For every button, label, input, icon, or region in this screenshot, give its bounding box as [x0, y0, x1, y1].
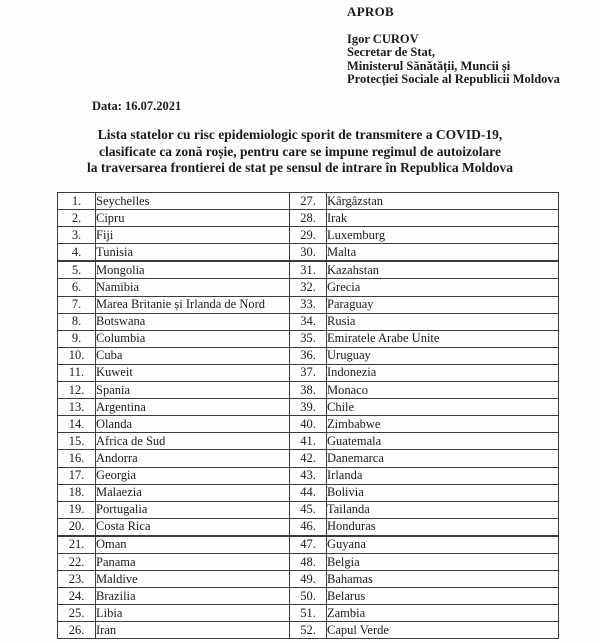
table-row — [58, 193, 559, 210]
country-cell: Bolivia — [327, 484, 559, 501]
row-number-cell: 2. — [58, 210, 96, 227]
row-number-cell: 24. — [58, 588, 96, 605]
country-cell: Kuweit — [96, 364, 290, 381]
country-cell: Oman — [96, 536, 290, 554]
row-number-cell: 31. — [290, 261, 327, 279]
country-cell: Olanda — [96, 416, 290, 433]
table-row — [58, 433, 559, 450]
row-number-cell: 3. — [58, 227, 96, 244]
row-number-cell: 40. — [290, 416, 327, 433]
row-number-cell: 14. — [58, 416, 96, 433]
row-number-cell: 42. — [290, 450, 327, 467]
country-cell: Maldive — [96, 571, 290, 588]
country-cell: Botswana — [96, 313, 290, 330]
row-number-cell: 20. — [58, 518, 96, 536]
row-number-cell: 35. — [290, 330, 327, 347]
row-number-cell: 26. — [58, 622, 96, 639]
row-number-cell: 15. — [58, 433, 96, 450]
row-number-cell: 16. — [58, 450, 96, 467]
country-cell: Portugalia — [96, 501, 290, 518]
country-cell: Zambia — [327, 605, 559, 622]
table-row — [58, 588, 559, 605]
document-date: Data: 16.07.2021 — [92, 99, 182, 113]
table-row — [58, 622, 559, 639]
table-row — [58, 227, 559, 244]
country-cell: Zimbabwe — [327, 416, 559, 433]
country-cell: Monaco — [327, 382, 559, 399]
country-cell: Malta — [327, 244, 559, 262]
table-row — [58, 536, 559, 554]
country-cell: Andorra — [96, 450, 290, 467]
table-row — [58, 347, 559, 364]
table-row — [58, 484, 559, 501]
table-row — [58, 553, 559, 570]
row-number-cell: 50. — [290, 588, 327, 605]
countries-table-body — [58, 193, 559, 639]
row-number-cell: 8. — [58, 313, 96, 330]
row-number-cell: 1. — [58, 193, 96, 210]
row-number-cell: 51. — [290, 605, 327, 622]
row-number-cell: 41. — [290, 433, 327, 450]
row-number-cell: 48. — [290, 553, 327, 570]
country-cell: Luxemburg — [327, 227, 559, 244]
country-cell: Malaezia — [96, 484, 290, 501]
signatory-title-line: Protecției Sociale al Republicii Moldova — [347, 72, 560, 87]
row-number-cell: 5. — [58, 261, 96, 279]
signatory-block — [347, 33, 560, 87]
country-cell: Belarus — [327, 588, 559, 605]
country-cell: Bahamas — [327, 571, 559, 588]
table-row — [58, 382, 559, 399]
country-cell: Africa de Sud — [96, 433, 290, 450]
country-cell: Tunisia — [96, 244, 290, 262]
country-cell: Irak — [327, 210, 559, 227]
country-cell: Irlanda — [327, 467, 559, 484]
row-number-cell: 17. — [58, 467, 96, 484]
table-row — [58, 501, 559, 518]
country-cell: Indonezia — [327, 364, 559, 381]
row-number-cell: 45. — [290, 501, 327, 518]
table-row — [58, 416, 559, 433]
country-cell: Georgia — [96, 467, 290, 484]
row-number-cell: 30. — [290, 244, 327, 262]
row-number-cell: 47. — [290, 536, 327, 554]
row-number-cell: 46. — [290, 518, 327, 536]
aprob-label: APROB — [347, 4, 394, 19]
row-number-cell: 34. — [290, 313, 327, 330]
row-number-cell: 18. — [58, 484, 96, 501]
row-number-cell: 52. — [290, 622, 327, 639]
row-number-cell: 21. — [58, 536, 96, 554]
table-row — [58, 244, 559, 262]
row-number-cell: 11. — [58, 364, 96, 381]
table-row — [58, 210, 559, 227]
row-number-cell: 44. — [290, 484, 327, 501]
row-number-cell: 9. — [58, 330, 96, 347]
country-cell: Rusia — [327, 313, 559, 330]
document-title-line: clasificate ca zonă roșie, pentru care se impune regimul de autoizolare — [98, 143, 502, 159]
country-cell: Paraguay — [327, 296, 559, 313]
document-title-line: Lista statelor cu risc epidemiologic sporit de transmitere a COVID-19, — [97, 127, 503, 142]
country-cell: Kârgâzstan — [327, 193, 559, 210]
table-row — [58, 605, 559, 622]
row-number-cell: 7. — [58, 296, 96, 313]
countries-table — [57, 192, 559, 639]
country-cell: Mongolia — [96, 261, 290, 279]
country-cell: Fiji — [96, 227, 290, 244]
signatory-title-line: Secretar de Stat, — [347, 45, 436, 60]
country-cell: Kazahstan — [327, 261, 559, 279]
country-cell: Argentina — [96, 399, 290, 416]
signatory-name: Igor CUROV — [347, 32, 419, 46]
row-number-cell: 22. — [58, 553, 96, 570]
row-number-cell: 4. — [58, 244, 96, 262]
row-number-cell: 23. — [58, 571, 96, 588]
country-cell: Chile — [327, 399, 559, 416]
country-cell: Uruguay — [327, 347, 559, 364]
country-cell: Brazilia — [96, 588, 290, 605]
row-number-cell: 36. — [290, 347, 327, 364]
row-number-cell: 38. — [290, 382, 327, 399]
row-number-cell: 13. — [58, 399, 96, 416]
country-cell: Emiratele Arabe Unite — [327, 330, 559, 347]
table-row — [58, 261, 559, 279]
country-cell: Columbia — [96, 330, 290, 347]
country-cell: Costa Rica — [96, 518, 290, 536]
country-cell: Spania — [96, 382, 290, 399]
row-number-cell: 12. — [58, 382, 96, 399]
table-row — [58, 571, 559, 588]
country-cell: Capul Verde — [327, 622, 559, 639]
table-row — [58, 399, 559, 416]
country-cell: Libia — [96, 605, 290, 622]
document-title-line: la traversarea frontierei de stat pe sensul de intrare în Republica Moldova — [86, 160, 514, 175]
country-cell: Cuba — [96, 347, 290, 364]
row-number-cell: 39. — [290, 399, 327, 416]
table-row — [58, 518, 559, 536]
row-number-cell: 29. — [290, 227, 327, 244]
document-title — [0, 127, 600, 177]
table-row — [58, 313, 559, 330]
country-cell: Danemarca — [327, 450, 559, 467]
table-row — [58, 330, 559, 347]
row-number-cell: 32. — [290, 279, 327, 296]
row-number-cell: 49. — [290, 571, 327, 588]
row-number-cell: 25. — [58, 605, 96, 622]
row-number-cell: 6. — [58, 279, 96, 296]
row-number-cell: 28. — [290, 210, 327, 227]
country-cell: Belgia — [327, 553, 559, 570]
country-cell: Iran — [96, 622, 290, 639]
table-row — [58, 279, 559, 296]
country-cell: Namibia — [96, 279, 290, 296]
country-cell: Cipru — [96, 210, 290, 227]
country-cell: Grecia — [327, 279, 559, 296]
country-cell: Seychelles — [96, 193, 290, 210]
table-row — [58, 450, 559, 467]
row-number-cell: 43. — [290, 467, 327, 484]
table-row — [58, 296, 559, 313]
row-number-cell: 19. — [58, 501, 96, 518]
row-number-cell: 10. — [58, 347, 96, 364]
row-number-cell: 33. — [290, 296, 327, 313]
table-row — [58, 364, 559, 381]
table-row — [58, 467, 559, 484]
country-cell: Marea Britanie și Irlanda de Nord — [96, 296, 290, 313]
country-cell: Guatemala — [327, 433, 559, 450]
country-cell: Guyana — [327, 536, 559, 554]
signatory-title-line: Ministerul Sănătății, Muncii și — [347, 58, 511, 73]
row-number-cell: 27. — [290, 193, 327, 210]
row-number-cell: 37. — [290, 364, 327, 381]
country-cell: Honduras — [327, 518, 559, 536]
country-cell: Tailanda — [327, 501, 559, 518]
country-cell: Panama — [96, 553, 290, 570]
